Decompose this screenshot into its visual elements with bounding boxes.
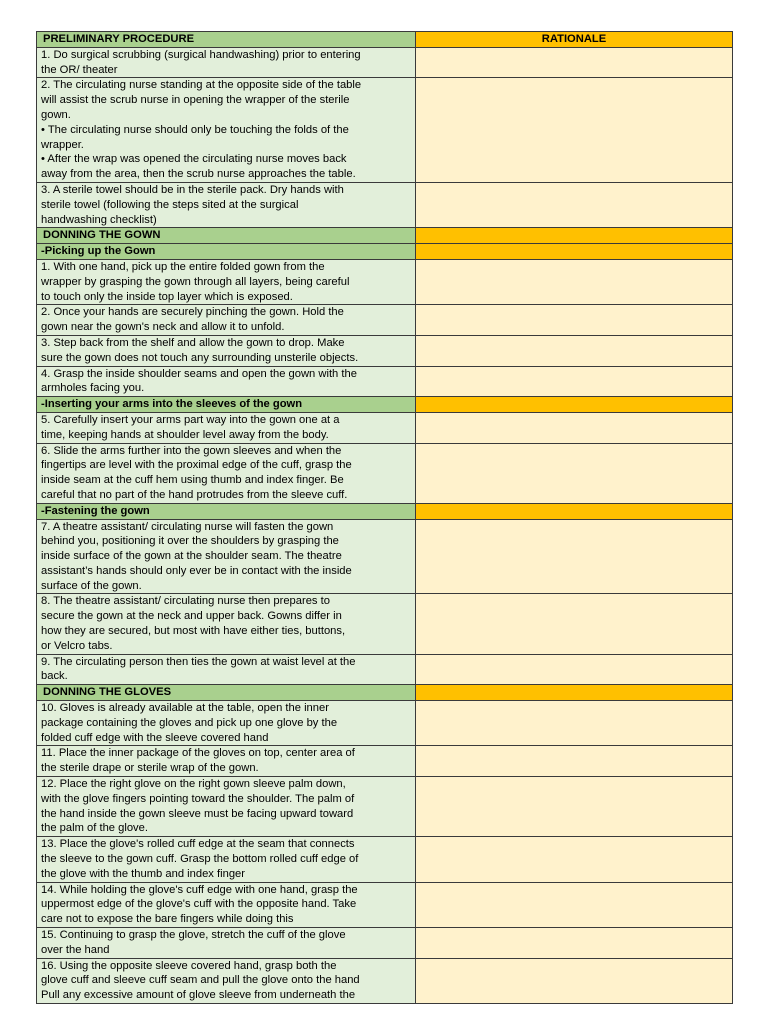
text-line: secure the gown at the neck and upper back. Gowns differ in [41, 610, 342, 623]
table-row [37, 594, 733, 654]
text-line: wrapper by grasping the gown through all layers, being careful [41, 275, 350, 288]
text-line: handwashing checklist) [41, 213, 157, 226]
text-line: sure the gown does not touch any surrounding unsterile objects. [41, 351, 359, 364]
rationale-cell[interactable] [416, 685, 733, 701]
text-line: fingertips are level with the proximal edge of the cuff, grasp the [41, 459, 352, 472]
procedure-cell [37, 654, 416, 685]
procedure-cell [37, 958, 416, 1003]
table-row [37, 701, 733, 746]
rationale-cell[interactable] [416, 837, 733, 882]
subsection-row [37, 244, 733, 260]
text-line: • After the wrap was opened the circulating nurse moves back [41, 153, 347, 166]
text-line: 2. Once your hands are securely pinching the gown. Hold the [41, 306, 344, 319]
procedure-cell [37, 928, 416, 959]
section-row [37, 685, 733, 701]
text-line: with the glove fingers pointing toward the shoulder. The palm of [41, 792, 355, 805]
rationale-cell[interactable] [416, 594, 733, 654]
text-line: the glove with the thumb and index finger [41, 867, 245, 880]
procedure-cell [37, 882, 416, 927]
rationale-cell[interactable] [416, 228, 733, 244]
text-line: to touch only the inside top layer which is exposed. [41, 290, 293, 303]
text-line: 10. Gloves is already available at the table, open the inner [41, 702, 329, 715]
table-row [37, 259, 733, 304]
rationale-cell[interactable] [416, 78, 733, 183]
text-line: 12. Place the right glove on the right gown sleeve palm down, [41, 778, 346, 791]
text-line: careful that no part of the hand protrudes from the sleeve cuff. [41, 488, 348, 501]
text-line: 15. Continuing to grasp the glove, stretch the cuff of the glove [41, 929, 346, 942]
procedure-cell [37, 305, 416, 336]
text-line: 14. While holding the glove's cuff edge with one hand, grasp the [41, 883, 358, 896]
text-line: 1. Do surgical scrubbing (surgical handwashing) prior to entering [41, 48, 361, 61]
text-line: package containing the gloves and pick up one glove by the [41, 716, 338, 729]
text-line: 2. The circulating nurse standing at the opposite side of the table [41, 79, 362, 92]
table-row [37, 305, 733, 336]
header-row [37, 32, 733, 48]
text-line: 11. Place the inner package of the gloves on top, center area of [41, 747, 355, 760]
procedure-cell [37, 777, 416, 837]
rationale-cell[interactable] [416, 701, 733, 746]
rationale-cell[interactable] [416, 777, 733, 837]
text-line: back. [41, 670, 68, 683]
table-row [37, 837, 733, 882]
table-row [37, 335, 733, 366]
text-line: or Velcro tabs. [41, 639, 113, 652]
rationale-cell[interactable] [416, 503, 733, 519]
table-row [37, 182, 733, 227]
header-rationale: RATIONALE [416, 32, 733, 48]
header-procedure: PRELIMINARY PROCEDURE [37, 32, 416, 48]
text-line: uppermost edge of the glove's cuff with the opposite hand. Take [41, 898, 357, 911]
text-line: behind you, positioning it over the shoulders by grasping the [41, 535, 339, 548]
text-line: care not to expose the bare fingers while doing this [41, 913, 294, 926]
text-line: gown near the gown's neck and allow it to unfold. [41, 321, 285, 334]
text-line: -Inserting your arms into the sleeves of the gown [41, 398, 303, 411]
text-line: 3. Step back from the shelf and allow the gown to drop. Make [41, 336, 345, 349]
text-line: the OR/ theater [41, 63, 118, 76]
subsection-title [37, 503, 416, 519]
rationale-cell[interactable] [416, 366, 733, 397]
table-row [37, 412, 733, 443]
rationale-cell[interactable] [416, 397, 733, 413]
section-title [37, 228, 416, 244]
text-line: 1. With one hand, pick up the entire folded gown from the [41, 260, 325, 273]
table-row [37, 777, 733, 837]
table-row [37, 47, 733, 78]
table-row [37, 78, 733, 183]
text-line: 5. Carefully insert your arms part way into the gown one at a [41, 413, 340, 426]
text-line: away from the area, then the scrub nurse approaches the table. [41, 168, 356, 181]
procedure-cell [37, 47, 416, 78]
subsection-title [37, 397, 416, 413]
table-row [37, 958, 733, 1003]
subsection-row [37, 503, 733, 519]
procedure-cell [37, 259, 416, 304]
section-row [37, 228, 733, 244]
subsection-title [37, 244, 416, 260]
table-row [37, 928, 733, 959]
text-line: -Picking up the Gown [41, 245, 156, 258]
text-line: • The circulating nurse should only be touching the folds of the [41, 123, 349, 136]
table-row [37, 654, 733, 685]
table-row [37, 366, 733, 397]
rationale-cell[interactable] [416, 746, 733, 777]
text-line: 7. A theatre assistant/ circulating nurse will fasten the gown [41, 520, 334, 533]
rationale-cell[interactable] [416, 519, 733, 594]
text-line: 6. Slide the arms further into the gown sleeves and when the [41, 444, 342, 457]
text-line: 3. A sterile towel should be in the sterile pack. Dry hands with [41, 183, 344, 196]
procedure-cell [37, 746, 416, 777]
text-line: 8. The theatre assistant/ circulating nurse then prepares to [41, 595, 330, 608]
procedure-cell [37, 837, 416, 882]
text-line: the hand inside the gown sleeve must be facing upward toward [41, 807, 354, 820]
text-line: 9. The circulating person then ties the gown at waist level at the [41, 655, 356, 668]
procedure-cell [37, 594, 416, 654]
table-body [37, 32, 733, 1004]
table-row [37, 519, 733, 594]
text-line: armholes facing you. [41, 382, 145, 395]
procedure-cell [37, 366, 416, 397]
rationale-cell[interactable] [416, 259, 733, 304]
rationale-cell[interactable] [416, 412, 733, 443]
table-row [37, 882, 733, 927]
rationale-cell[interactable] [416, 958, 733, 1003]
text-line: how they are secured, but most with have either ties, buttons, [41, 625, 346, 638]
text-line: 4. Grasp the inside shoulder seams and open the gown with the [41, 367, 357, 380]
procedure-cell [37, 335, 416, 366]
text-line: gown. [41, 108, 71, 121]
rationale-cell[interactable] [416, 882, 733, 927]
procedure-cell [37, 78, 416, 183]
table-row [37, 443, 733, 503]
procedure-cell [37, 412, 416, 443]
rationale-cell[interactable] [416, 443, 733, 503]
rationale-cell[interactable] [416, 305, 733, 336]
text-line: will assist the scrub nurse in opening the wrapper of the sterile [41, 94, 350, 107]
text-line: -Fastening the gown [41, 504, 150, 517]
procedure-checklist-table [36, 31, 733, 1004]
table-row [37, 746, 733, 777]
procedure-cell [37, 701, 416, 746]
text-line: the sleeve to the gown cuff. Grasp the bottom rolled cuff edge of [41, 853, 359, 866]
rationale-cell[interactable] [416, 335, 733, 366]
procedure-cell [37, 519, 416, 594]
text-line: DONNING THE GOWN [43, 229, 161, 242]
text-line: time, keeping hands at shoulder level away from the body. [41, 428, 329, 441]
text-line: the sterile drape or sterile wrap of the gown. [41, 762, 259, 775]
text-line: DONNING THE GLOVES [43, 686, 172, 699]
text-line: inside seam at the cuff hem using thumb and index finger. Be [41, 474, 344, 487]
rationale-cell[interactable] [416, 654, 733, 685]
text-line: 16. Using the opposite sleeve covered hand, grasp both the [41, 959, 337, 972]
text-line: inside surface of the gown at the shoulder seam. The theatre [41, 550, 342, 563]
procedure-cell [37, 443, 416, 503]
rationale-cell[interactable] [416, 47, 733, 78]
text-line: wrapper. [41, 138, 84, 151]
text-line: sterile towel (following the steps sited at the surgical [41, 198, 299, 211]
procedure-cell [37, 182, 416, 227]
rationale-cell[interactable] [416, 928, 733, 959]
section-title [37, 685, 416, 701]
text-line: surface of the gown. [41, 579, 142, 592]
text-line: assistant’s hands should only ever be in contact with the inside [41, 564, 352, 577]
text-line: folded cuff edge with the sleeve covered hand [41, 731, 269, 744]
text-line: 13. Place the glove's rolled cuff edge at the seam that connects [41, 838, 355, 851]
rationale-cell[interactable] [416, 182, 733, 227]
rationale-cell[interactable] [416, 244, 733, 260]
text-line: over the hand [41, 943, 110, 956]
subsection-row [37, 397, 733, 413]
text-line: glove cuff and sleeve cuff seam and pull the glove onto the hand [41, 974, 360, 987]
text-line: the palm of the glove. [41, 822, 148, 835]
text-line: Pull any excessive amount of glove sleeve from underneath the [41, 989, 356, 1002]
